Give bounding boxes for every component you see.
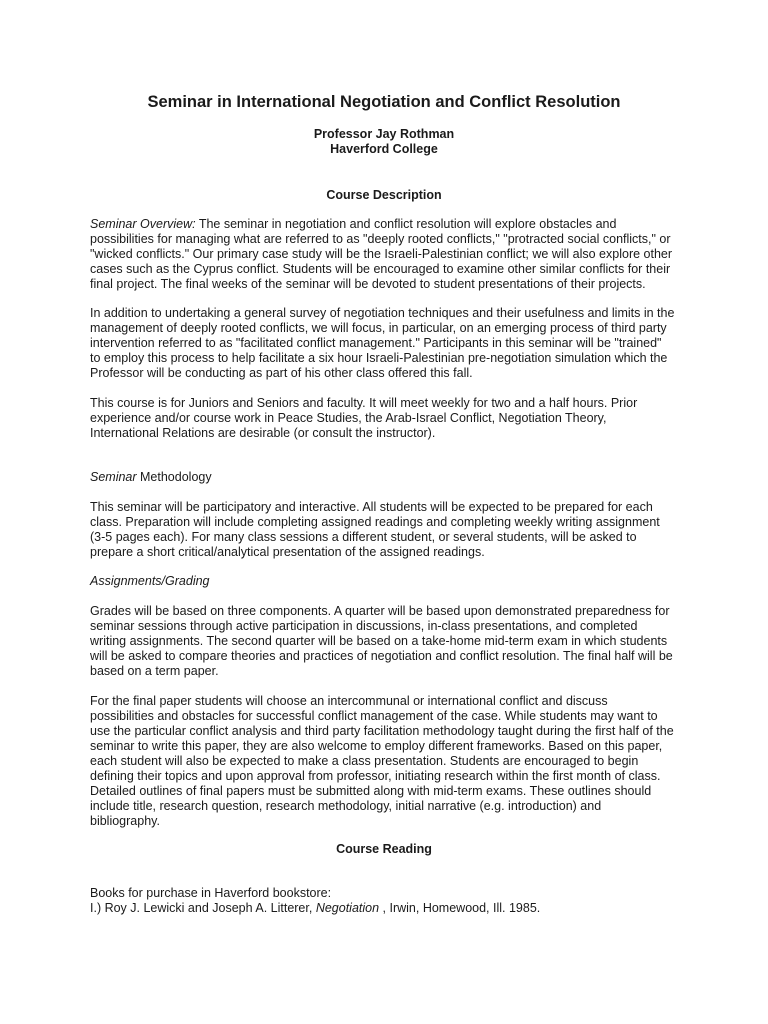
- reading-item: I.) Roy J. Lewicki and Joseph A. Litterer, Negotiation , Irwin, Homewood, Ill. 1985.: [90, 901, 541, 915]
- author-name: Professor Jay Rothman: [313, 127, 455, 141]
- reading-intro: Books for purchase in Haverford bookstore:: [90, 886, 332, 900]
- document-title: Seminar in International Negotiation and Conflict Resolution: [147, 93, 621, 111]
- methodology-heading: Seminar Methodology: [90, 470, 212, 484]
- methodology-paragraph: This seminar will be participatory and interactive. All students will be expected to be prepared for each class. Preparation will include completing assigned readings and completing weekly writing assignment (3-5 pages each). For many class sessions a different student, or several students, will be asked to prepare a short critical/analytical presentation of the assigned readings.: [90, 500, 660, 559]
- reading-list: [90, 886, 690, 916]
- course-reading-heading: Course Reading: [336, 842, 432, 856]
- assignments-heading: Assignments/Grading: [90, 574, 210, 588]
- overview-paragraph: Seminar Overview: The seminar in negotiation and conflict resolution will explore obstacles and possibilities for managing what are referred to as "deeply rooted conflicts," "protracted social conflicts," or "wicked conflicts." Our primary case study will be the Israeli-Palestinian conflict; we will also explore other cases such as the Cyprus conflict. Students will be encouraged to examine other similar conflicts for their final project. The final weeks of the seminar will be devoted to student presentations of their projects.: [90, 217, 673, 291]
- grading-paragraph: Grades will be based on three components. A quarter will be based upon demonstrated preparedness for seminar sessions through active participation in discussions, in-class presentations, and completed writing assignments. The second quarter will be based on a take-home mid-term exam in which students will be asked to compare theories and practices of negotiation and conflict resolution. The final half will be based on a term paper.: [90, 604, 673, 678]
- overview-label: Seminar Overview:: [90, 217, 196, 231]
- audience-paragraph: This course is for Juniors and Seniors and faculty. It will meet weekly for two and a half hours. Prior experience and/or course work in Peace Studies, the Arab-Israel Conflict, Negotiation Theory, International Relations are desirable (or consult the instructor).: [90, 396, 638, 440]
- course-description-heading: Course Description: [326, 188, 442, 202]
- final-paper-paragraph: For the final paper students will choose an intercommunal or international conflict and discuss possibilities and obstacles for successful conflict management of the case. While students may want to use the particular conflict analysis and third party facilitation methodology taught during the first half of the seminar to write this paper, they are also welcome to employ different frameworks. Based on this paper, each student will also be expected to make a class presentation. Students are encouraged to begin defining their topics and upon approval from professor, initiating research within the first month of class. Detailed outlines of final papers must be submitted along with mid-term exams. These outlines should include title, research question, research methodology, initial narrative (e.g. introduction) and bibliography.: [90, 694, 674, 828]
- approach-paragraph: In addition to undertaking a general survey of negotiation techniques and their usefulness and limits in the management of deeply rooted conflicts, we will focus, in particular, on an emerging process of third party intervention referred to as "facilitated conflict management." Participants in this seminar will be "trained" to employ this process to help facilitate a six hour Israeli-Palestinian pre-negotiation simulation which the Professor will be conducting as part of his other class offered this fall.: [90, 306, 675, 380]
- author-institution: Haverford College: [330, 142, 438, 156]
